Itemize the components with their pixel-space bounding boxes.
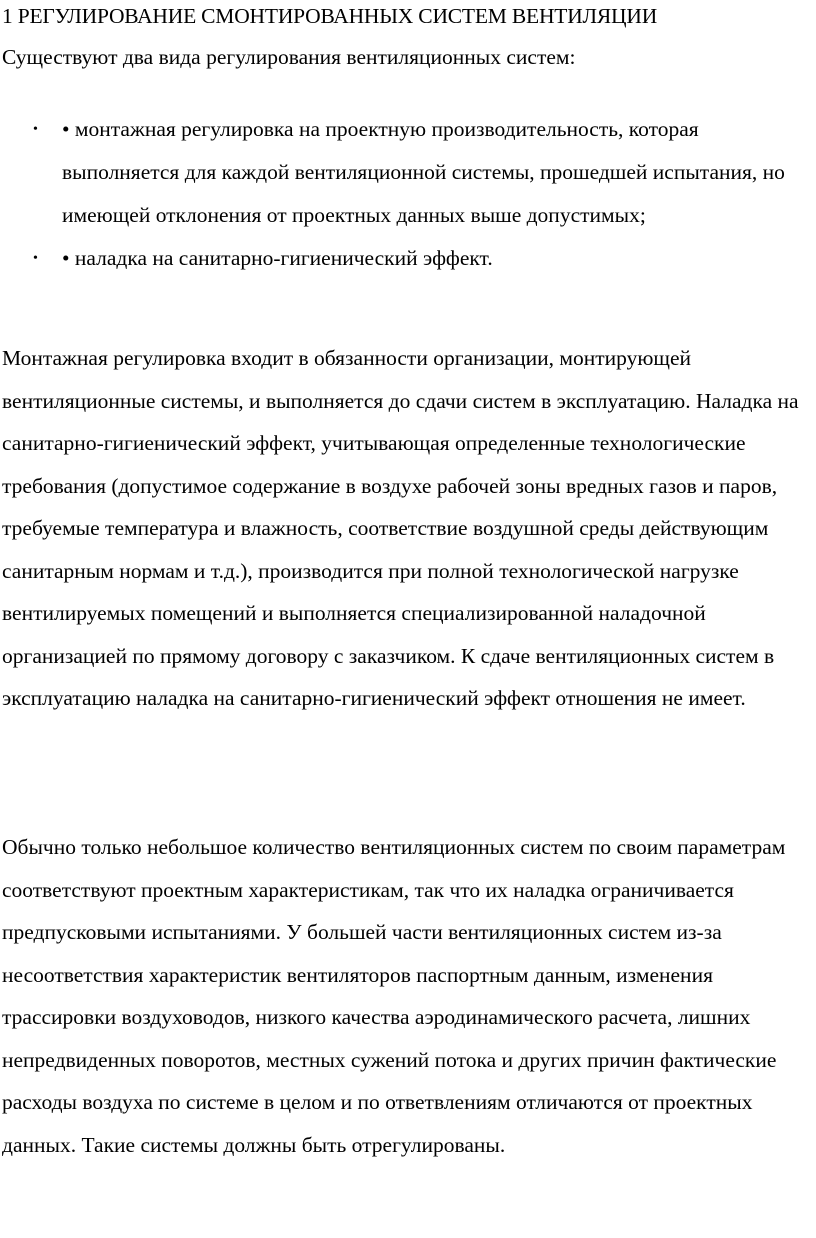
document-title: 1 РЕГУЛИРОВАНИЕ СМОНТИРОВАННЫХ СИСТЕМ ВЕНТИЛЯЦИИ — [2, 4, 658, 28]
bullet-icon: • — [33, 251, 38, 266]
bullet-icon: • — [33, 122, 38, 137]
paragraph: Обычно только небольшое количество вентиляционных систем по своим параметрам соответствуют проектным характеристикам, так что их наладка ограничивается предпусковыми испытаниями. У большей части вентиляционных систем из-за несоответствия характеристик вентиляторов паспортным данным, изменения трассировки воздуховодов, низкого качества аэродинамического расчета, лишних непредвиденных поворотов, местных сужений потока и других причин фактические расходы воздуха по системе в целом и по ответвлениям отличаются от проектных данных. Такие системы должны быть отрегулированы. — [2, 835, 786, 1157]
list-item-text: • монтажная регулировка на проектную производительность, которая выполняется для каждой вентиляционной системы, прошедшей испытания, но имеющей отклонения от проектных данных выше допустимых; — [62, 117, 785, 227]
list-item — [0, 108, 816, 237]
paragraph: Монтажная регулировка входит в обязанности организации, монтирующей вентиляционные системы, и выполняется до сдачи систем в эксплуатацию. Наладка на санитарно-гигиенический эффект, учитывающая определенные технологические требования (допустимое содержание в воздухе рабочей зоны вредных газов и паров, требуемые температура и влажность, соответствие воздушной среды действующим санитарным нормам и т.д.), производится при полной технологической нагрузке вентилируемых помещений и выполняется специализированной наладочной организацией по прямому договору с заказчиком. К сдаче вентиляционных систем в эксплуатацию наладка на санитарно-гигиенический эффект отношения не имеет. — [2, 346, 799, 710]
intro-text: Существуют два вида регулирования вентиляционных систем: — [2, 45, 576, 69]
list-item-text: • наладка на санитарно-гигиенический эффект. — [62, 246, 493, 270]
list-item — [0, 237, 816, 280]
bullet-list — [0, 108, 816, 280]
